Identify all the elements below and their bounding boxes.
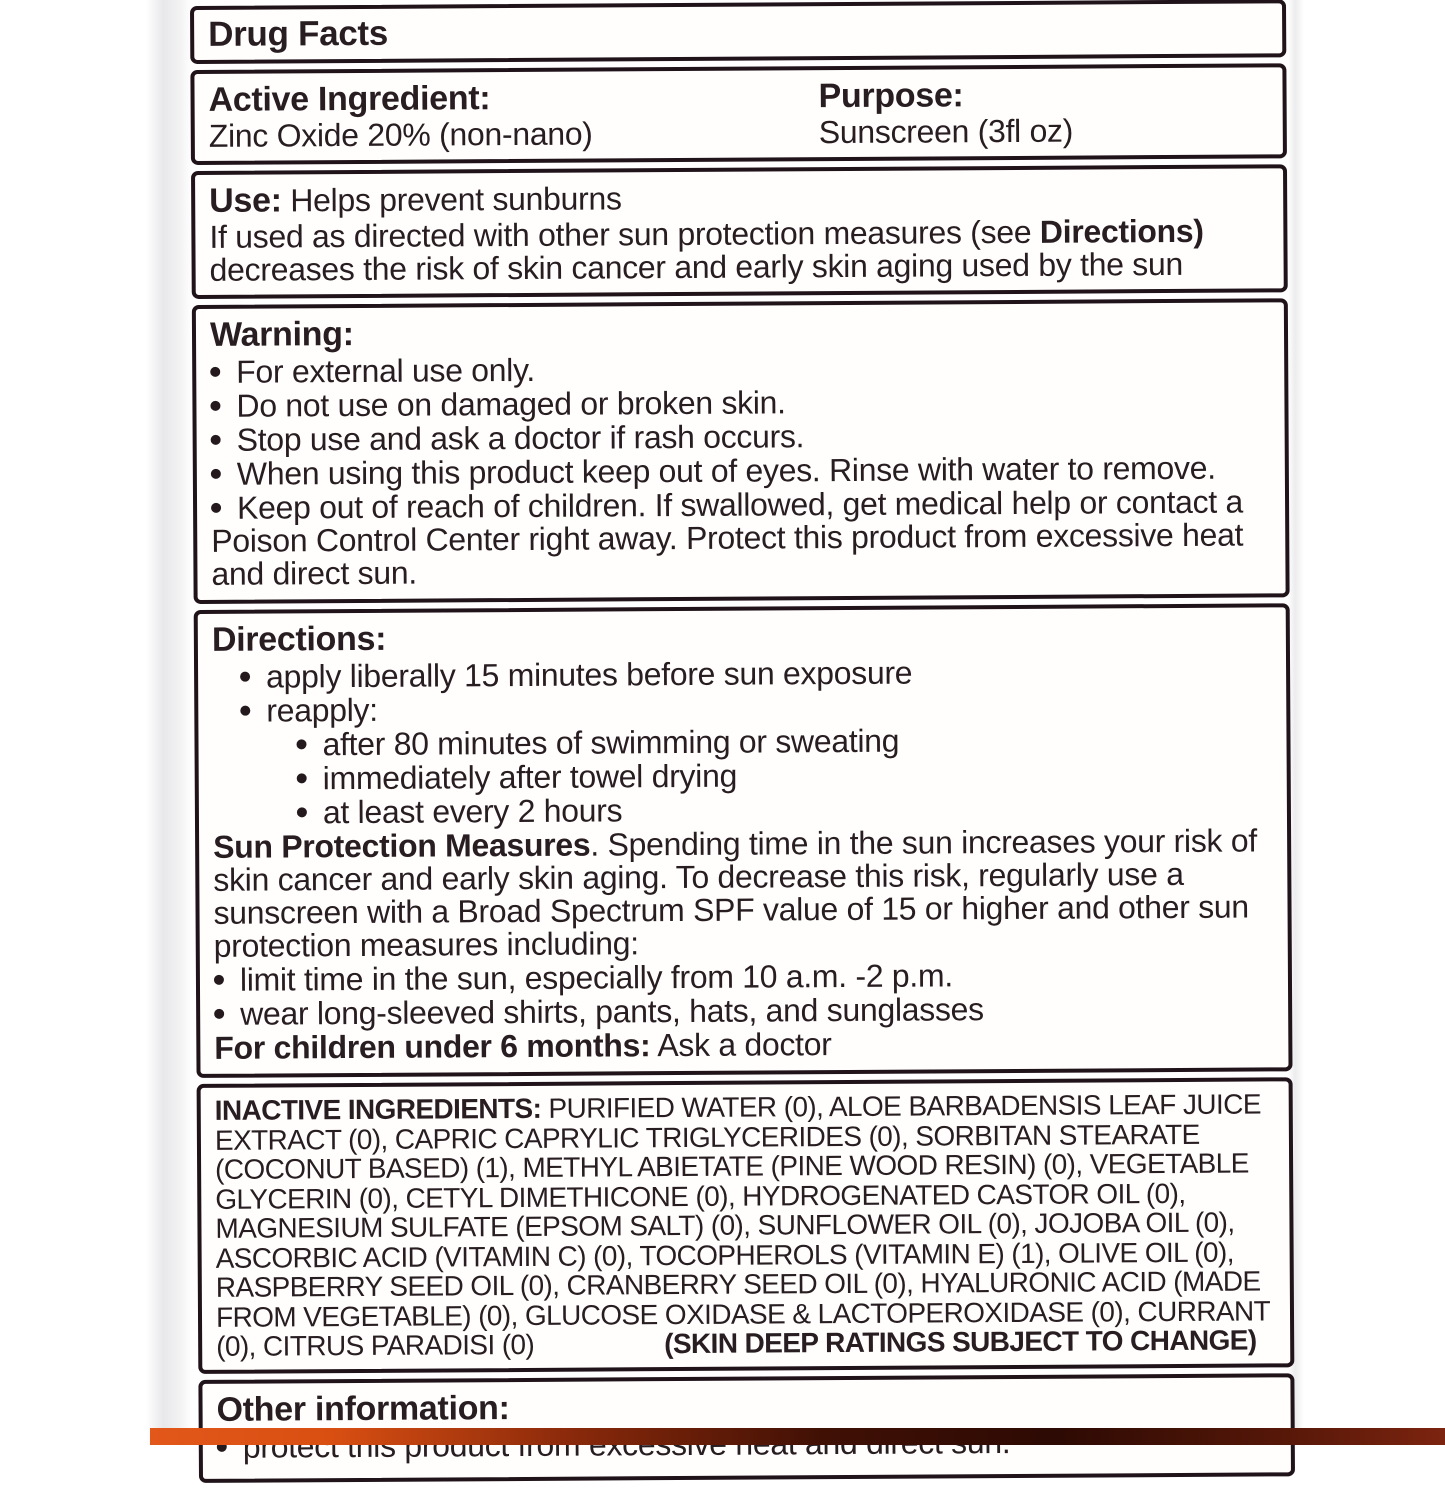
bullet-dot-icon	[297, 807, 307, 817]
directions-bullet	[212, 654, 1272, 693]
bullet-dot-icon	[214, 1009, 224, 1019]
children-advisory-heading: For children under 6 months:	[214, 1027, 651, 1066]
reapply-sub-bullet-text: after 80 minutes of swimming or sweating	[322, 722, 900, 763]
drug-facts-title-box	[190, 0, 1286, 64]
bullet-dot-icon	[214, 975, 224, 985]
active-ingredient-column	[208, 76, 818, 153]
use-text-2: If used as directed with other sun protection measures (see	[209, 213, 1040, 255]
bullet-dot-icon	[211, 435, 221, 445]
warning-box	[192, 298, 1290, 604]
drug-facts-panel	[190, 0, 1295, 1488]
purpose-column	[818, 73, 1268, 149]
bullet-dot-icon	[297, 773, 307, 783]
use-text-1: Helps prevent sunburns	[281, 180, 622, 219]
directions-bullet	[212, 688, 1272, 727]
warning-bullet-text: When using this product keep out of eyes. Rinse with water to remove.	[236, 449, 1216, 492]
sun-protection-bullet-text: limit time in the sun, especially from 10 a.m. -2 p.m.	[239, 957, 953, 998]
skin-deep-note: (SKIN DEEP RATINGS SUBJECT TO CHANGE)	[664, 1324, 1257, 1360]
reapply-sub-bullet-text: at least every 2 hours	[322, 792, 623, 831]
bottle-edge-shadow-left	[146, 0, 192, 1445]
children-advisory-text: Ask a doctor	[650, 1026, 832, 1064]
directions-box	[194, 603, 1293, 1078]
directions-heading: Directions:	[211, 619, 387, 659]
purpose-heading: Purpose:	[818, 76, 964, 116]
other-information-heading: Other information:	[216, 1388, 510, 1429]
use-box	[191, 164, 1288, 299]
bullet-dot-icon	[210, 401, 220, 411]
bullet-dot-icon	[296, 739, 306, 749]
directions-bullet-text: reapply:	[266, 691, 378, 729]
sun-protection-heading: Sun Protection Measures	[213, 826, 591, 865]
use-heading: Use:	[209, 181, 282, 220]
bullet-dot-icon	[240, 672, 250, 682]
active-ingredient-value: Zinc Oxide 20% (non-nano)	[208, 115, 593, 154]
warning-bullet	[210, 349, 1270, 388]
sun-protection-text: . Spending time in the sun increases your risk of skin cancer and early skin aging. To decrease this risk, regularly use a sunscreen with a Broad Spectrum SPF value of 15 or higher and other sun protection measures including:	[213, 822, 1257, 964]
warning-bullet-text: Stop use and ask a doctor if rash occurs.	[236, 418, 805, 458]
bullet-dot-icon	[210, 367, 220, 377]
bullet-dot-icon	[240, 706, 250, 716]
warning-bullet-text: Do not use on damaged or broken skin.	[236, 384, 786, 424]
bullet-dot-icon	[211, 469, 221, 479]
warning-heading: Warning:	[209, 315, 354, 354]
inactive-ingredients-list: PURIFIED WATER (0), ALOE BARBADENSIS LEAF JUICE EXTRACT (0), CAPRIC CAPRYLIC TRIGLYCERIDES (0), SORBITAN STEARATE (COCONUT BASED) (1), METHYL ABIETATE (PINE WOOD RESIN) (0), VEGETABLE GLYCERIN (0), CETYL DIMETHICONE (0), HYDROGENATED CASTOR OIL (0), MAGNESIUM SULFATE (EPSOM SALT) (0), SUNFLOWER OIL (0), JOJOBA OIL (0), ASCORBIC ACID (VITAMIN C) (0), TOCOPHEROLS (VITAMIN E) (1), OLIVE OIL (0), RASPBERRY SEED OIL (0), CRANBERRY SEED OIL (0), HYALURONIC ACID (MADE FROM VEGETABLE) (0), GLUCOSE OXIDASE & LACTOPEROXIDASE (0), CURRANT (0), CITRUS PARADISI (0)	[214, 1088, 1270, 1362]
inactive-ingredients-heading: INACTIVE INGREDIENTS:	[214, 1092, 542, 1126]
sun-protection-bullet	[214, 991, 1274, 1030]
inactive-ingredients-box	[197, 1077, 1295, 1373]
bullet-dot-icon	[211, 503, 221, 513]
reapply-sub-bullet	[213, 756, 1273, 795]
reapply-sub-bullet	[212, 722, 1272, 761]
warning-bullet-text: For external use only.	[236, 351, 536, 390]
sun-protection-paragraph	[213, 824, 1274, 962]
reapply-sub-bullet-text: immediately after towel drying	[322, 757, 738, 797]
active-ingredient-box	[190, 63, 1287, 165]
active-ingredient-heading: Active Ingredient:	[208, 79, 491, 119]
use-directions-ref: Directions)	[1039, 212, 1204, 250]
use-line-3: decreases the risk of skin cancer and early skin aging used by the sun	[209, 245, 1184, 288]
sun-protection-bullet	[214, 957, 1274, 996]
warning-bullet-text: Keep out of reach of children. If swallowed, get medical help or contact a Poison Control Center right away. Protect this product from excessive heat and direct sun.	[211, 483, 1244, 592]
directions-bullet-text: apply liberally 15 minutes before sun exposure	[265, 654, 913, 695]
sun-protection-bullet-text: wear long-sleeved shirts, pants, hats, and sunglasses	[240, 991, 984, 1032]
label-orange-band	[150, 1428, 1445, 1445]
purpose-value: Sunscreen (3fl oz)	[818, 112, 1074, 151]
warning-bullet	[211, 485, 1272, 590]
warning-bullet	[210, 383, 1270, 422]
children-advisory	[214, 1025, 1274, 1064]
drug-facts-title: Drug Facts	[208, 13, 389, 54]
reapply-sub-bullets	[212, 722, 1273, 829]
directions-bullets	[212, 654, 1272, 727]
